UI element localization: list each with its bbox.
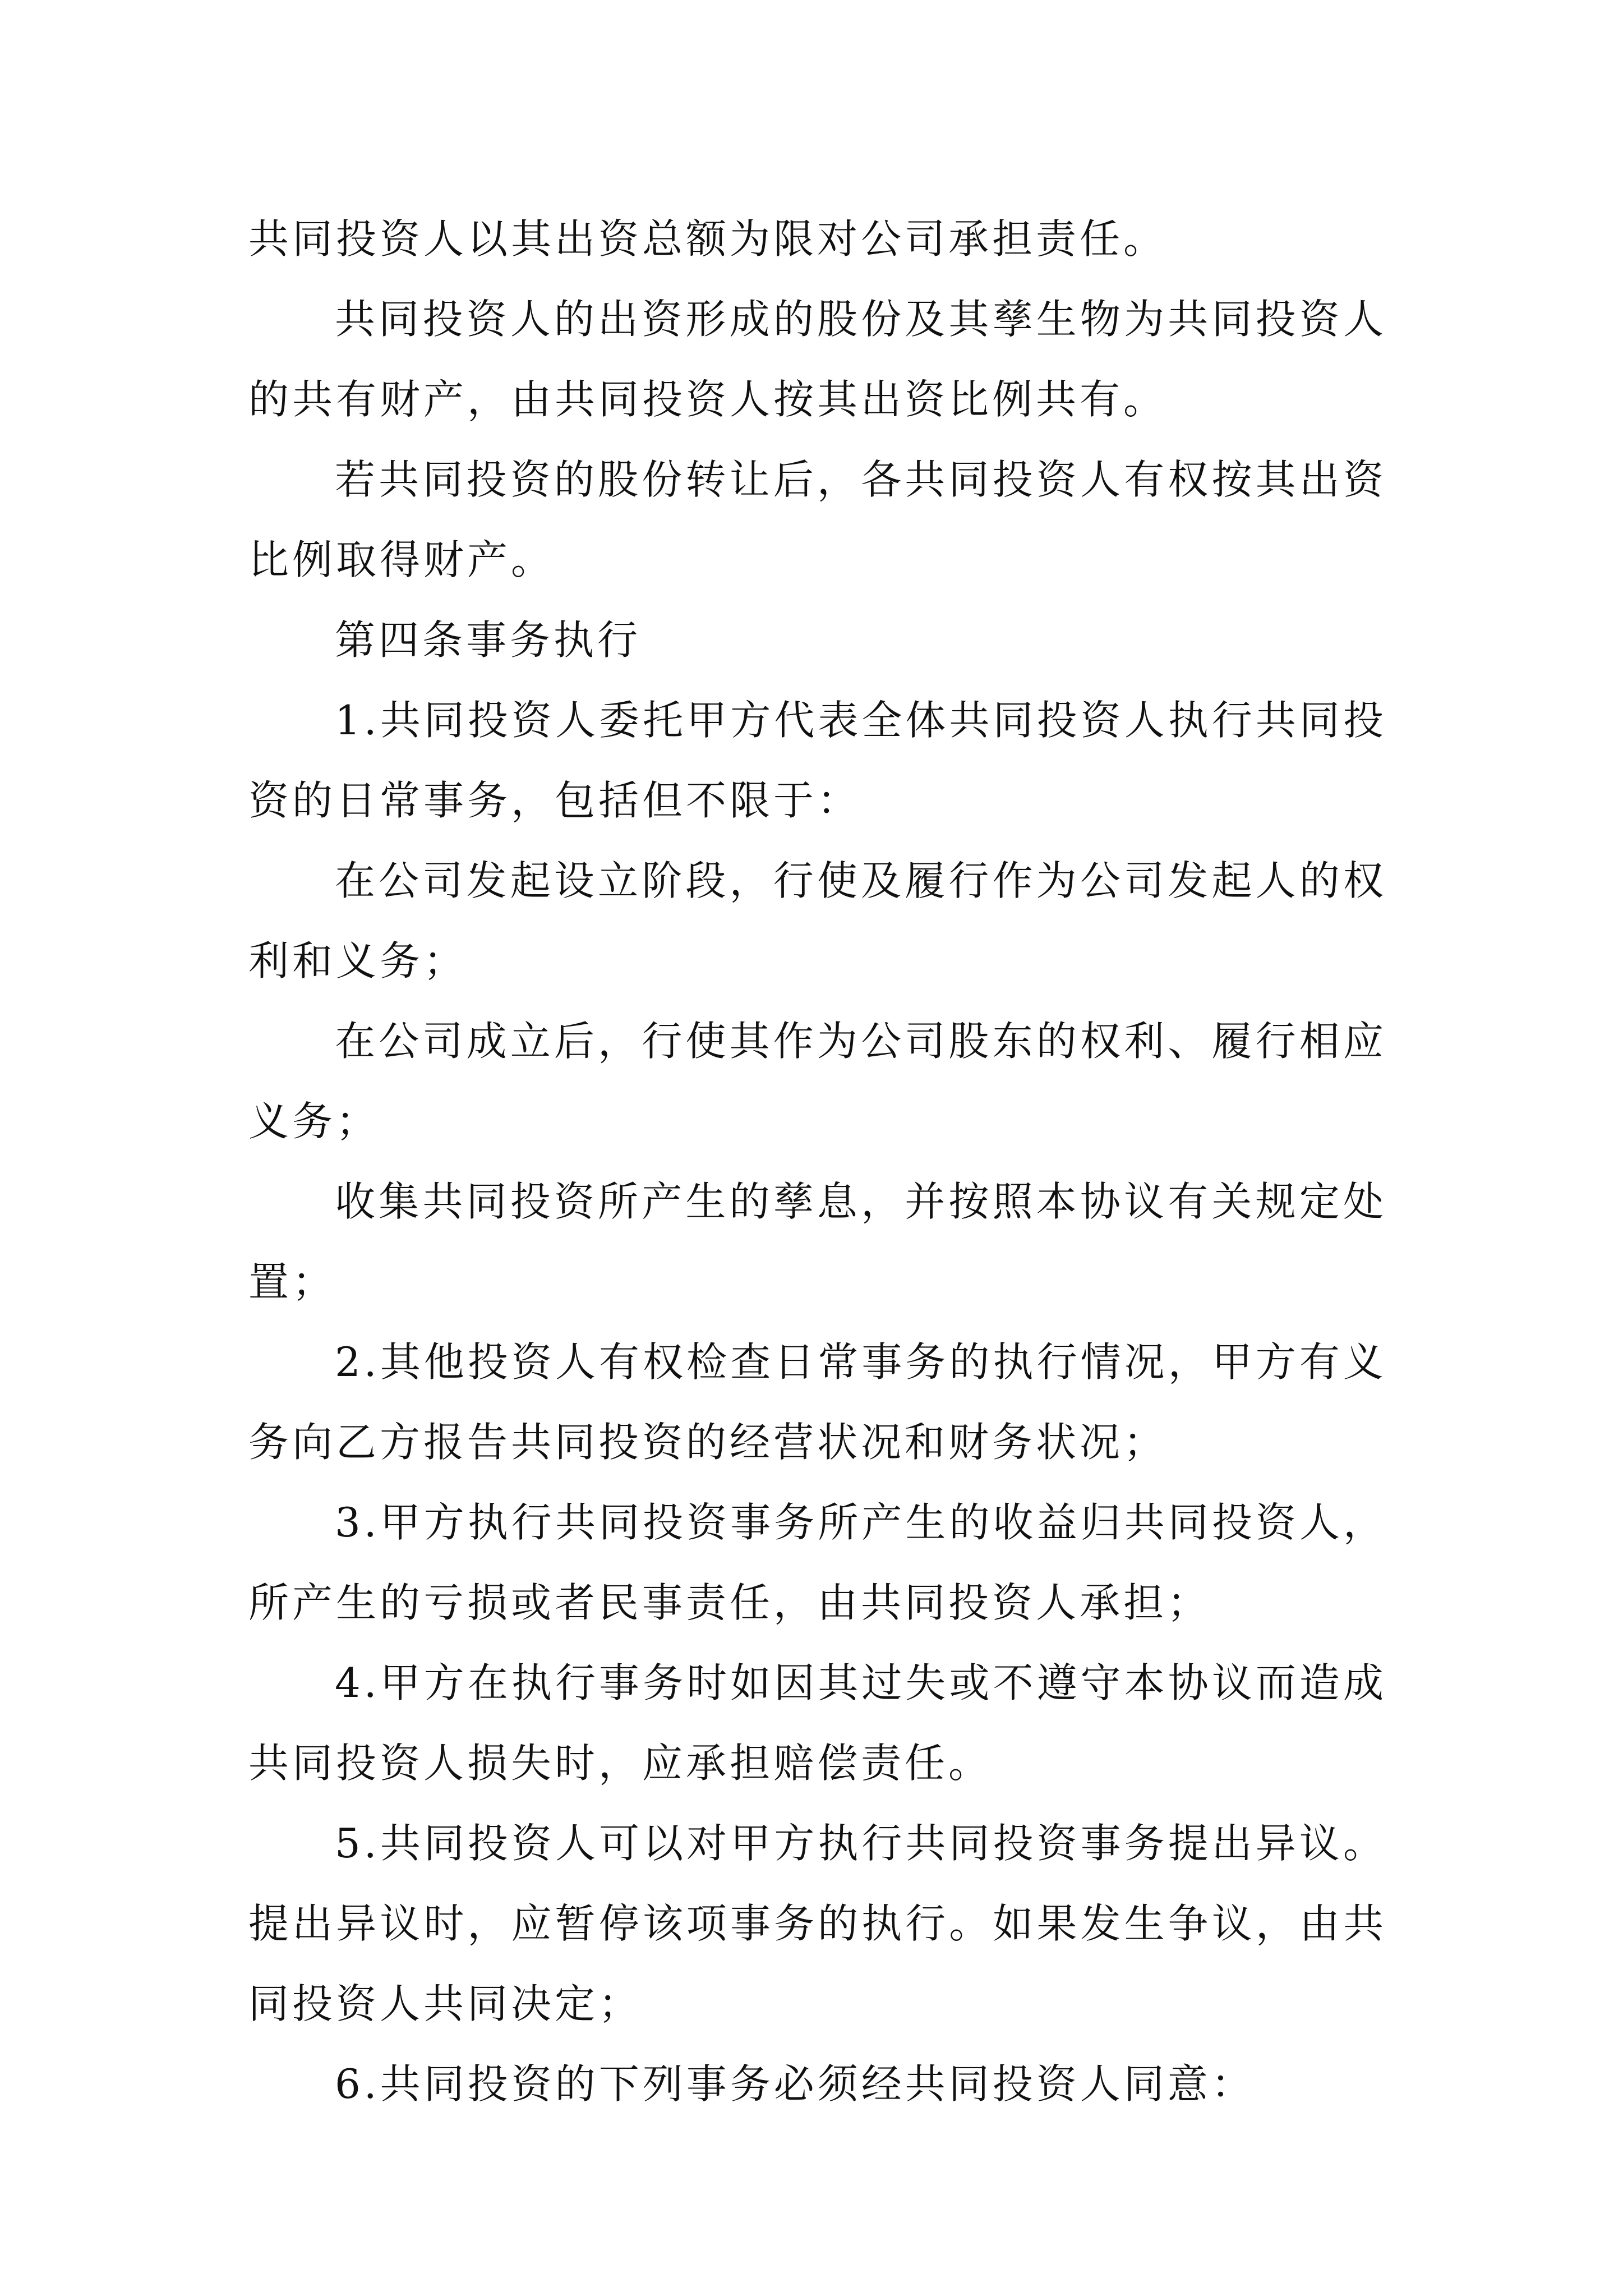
clause-6: 6.共同投资的下列事务必须经共同投资人同意： — [335, 2060, 1255, 2108]
clause-2: 2.其他投资人有权检查日常事务的执行情况，甲方有义务向乙方报告共同投资的经营状况和财务状况； — [248, 1338, 1387, 1466]
clause-5: 5.共同投资人可以对甲方执行共同投资事务提出异议。提出异议时，应暂停该项事务的执行。如果发生争议，由共同投资人共同决定； — [248, 1820, 1387, 2027]
paragraph-liability: 共同投资人以其出资总额为限对公司承担责任。 — [248, 215, 1168, 263]
paragraph-share-transfer: 若共同投资的股份转让后，各共同投资人有权按其出资比例取得财产。 — [248, 456, 1387, 583]
article-4-heading: 第四条事务执行 — [335, 616, 642, 664]
clause-4: 4.甲方在执行事务时如因其过失或不遵守本协议而造成共同投资人损失时，应承担赔偿责任。 — [248, 1659, 1387, 1787]
clause-3: 3.甲方执行共同投资事务所产生的收益归共同投资人，所产生的亏损或者民事责任，由共同投资人承担； — [248, 1499, 1387, 1626]
clause-1: 1.共同投资人委托甲方代表全体共同投资人执行共同投资的日常事务，包括但不限于： — [248, 697, 1387, 824]
paragraph-joint-property: 共同投资人的出资形成的股份及其孳生物为共同投资人的共有财产，由共同投资人按其出资比例共有。 — [248, 296, 1387, 423]
clause-1-item-interest: 收集共同投资所产生的孳息，并按照本协议有关规定处置； — [248, 1178, 1387, 1305]
clause-1-item-shareholder: 在公司成立后，行使其作为公司股东的权利、履行相应义务； — [248, 1018, 1387, 1145]
clause-1-item-founding: 在公司发起设立阶段，行使及履行作为公司发起人的权利和义务； — [248, 857, 1387, 984]
document-body — [248, 199, 1387, 2124]
